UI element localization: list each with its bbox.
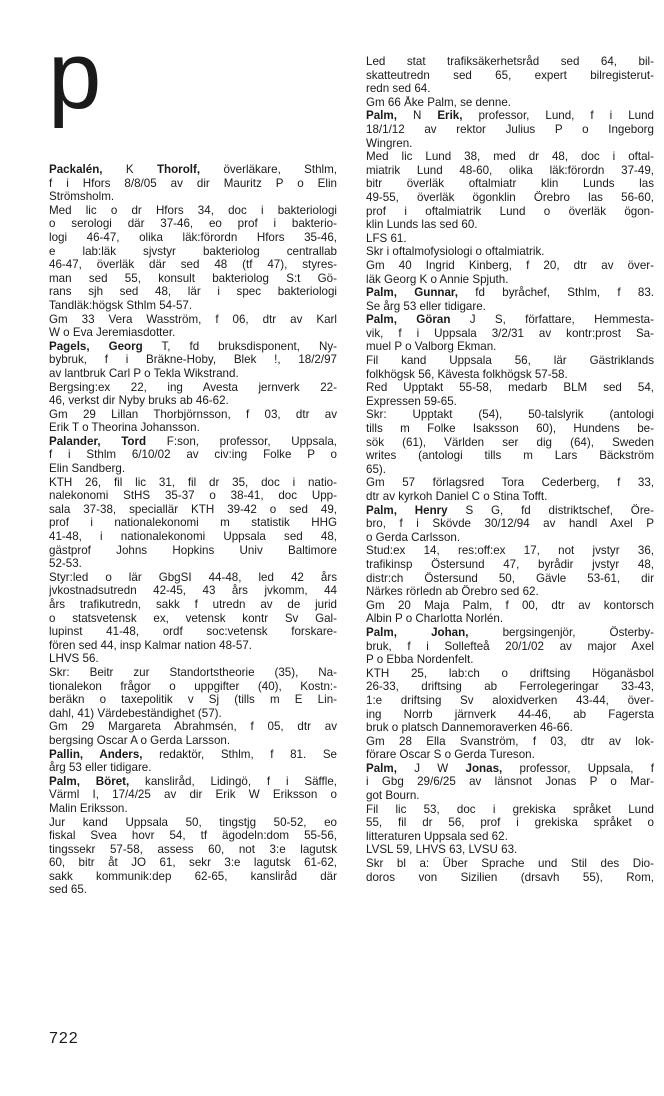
right_column-line: Wingren. [366, 136, 413, 150]
right_column-line: Gm 40 Ingrid Kinberg, f 20, dtr av över- [366, 258, 654, 272]
right_column-line: bitr överläk oftalmiatr klin Lunds las [366, 177, 654, 191]
right_column-line: Se årg 53 eller tidigare. [366, 299, 486, 313]
left_column-line: nalekonomi StHS 35-37 o 38-41, doc Upp- [49, 489, 337, 503]
right_column-line: 1:e driftsing Sv aloxidverken 43-44, över- [366, 693, 654, 707]
right_column-line: dtr av kyrkoh Daniel C o Stina Tofft. [366, 490, 548, 503]
left_column-line: Med lic o dr Hfors 34, doc i bakteriologi [49, 203, 337, 217]
left_column-line: bybruk, f i Bräkne-Hoby, Blek !, 18/2/97 [49, 353, 337, 367]
left_column-line: 46-47, överläk där sed 48 (tf 47), styres- [49, 258, 337, 272]
right_column-line: redn sed 64. [366, 82, 431, 96]
right_column-line: i Gbg 29/6/25 av länsnot Jonas P o Mar- [366, 775, 654, 789]
left_column-line: 46, verkst dir Nyby bruks ab 46-62. [49, 394, 229, 408]
right_column-line: tills m Folke Isaksson 60), Hundens be- [366, 422, 654, 436]
page-number: 722 [49, 1030, 79, 1047]
left_column-line: jvkostnadsutredn 42-45, 43 års jvkomm, 44 [49, 584, 337, 598]
right-column-entries [366, 55, 654, 884]
right_column-line: 26-33, driftsing ab Ferrolegeringar 33-43, [366, 680, 654, 694]
right_column-line: LFS 61. [366, 231, 407, 245]
left_column-line: bergsing Oscar A o Gerda Larsson. [49, 733, 231, 747]
left_column-line: Palander, Tord F:son, professor, Uppsala, [49, 434, 337, 448]
left_column-line: Jur kand Uppsala 50, tingstjg 50-52, eo [49, 815, 337, 829]
right_column-line: Palm, Gunnar, fd byråchef, Sthlm, f 83. [366, 286, 654, 300]
right_column-line: Närkes rörledn ab Örebro sed 62. [366, 585, 539, 599]
right_column-line: Fil lic 53, doc i grekiska språket Lund [366, 802, 654, 816]
right_column-line: doros von Sizilien (drsavh 55), Rom, [366, 870, 654, 884]
right_column-line: Med lic Lund 38, med dr 48, doc i oftal- [366, 150, 654, 164]
right_column-line: writes (antologi tills m Lars Bäckström [366, 449, 654, 463]
left_column-line: LHVS 56. [49, 652, 99, 666]
left_column-line: Styr:led o lär GbgSI 44-48, led 42 års [49, 570, 337, 584]
left_column-line: sed 65. [49, 883, 88, 897]
left_column-line: Pallin, Anders, redaktör, Sthlm, f 81. Se [49, 747, 337, 761]
right_column-line: Skr bl a: Über Sprache und Stil des Dio- [366, 857, 654, 871]
right_column-line: Gm 28 Ella Svanström, f 03, dtr av lok- [366, 734, 654, 748]
left_column-line: Erik T o Theorina Johansson. [49, 421, 200, 435]
right_column-line: P o Ebba Nordenfelt. [366, 653, 474, 667]
right_column-line: Expressen 59-65. [366, 394, 457, 408]
right_column-line: muel P o Valborg Ekman. [366, 340, 497, 354]
left_column-line: rans sjh sed 48, lär i spec bakteriologi [49, 285, 337, 299]
right_column-line: Palm, J W Jonas, professor, Uppsala, f [366, 761, 654, 775]
left_column-line: Skr: Beitr zur Standortstheorie (35), Na- [49, 665, 337, 679]
right_column-line: litteraturen Uppsala sed 62. [366, 829, 508, 843]
right_column-line: förare Oscar S o Gerda Tureson. [366, 748, 535, 762]
right_column-line: Palm, Henry S G, fd distriktschef, Öre- [366, 503, 654, 517]
right_column-line: ing Norrb järnverk 44-46, ab Fagersta [366, 707, 654, 721]
left_column-line: sala 37-38, speciallär KTH 39-42 o sed 49, [49, 502, 337, 516]
left_column-line: Packalén, K Thorolf, överläkare, Sthlm, [49, 163, 337, 176]
right_column-line: Albin P o Charlotta Norlén. [366, 612, 504, 626]
left_column-line: 52-53. [49, 557, 82, 571]
left_column-line: prof i nationalekonomi m statistik HHG [49, 516, 337, 530]
left_column-line: Pagels, Georg T, fd bruksdisponent, Ny- [49, 339, 337, 353]
left_column-line: tionalekon frågor o uppgifter (40), Kostn:- [49, 679, 337, 693]
right_column-line: Gm 57 förlagsred Tora Cederberg, f 33, [366, 476, 654, 490]
left_column-line: Strömsholm. [49, 190, 115, 204]
right_column-line: o Gerda Carlsson. [366, 530, 461, 544]
left_column-line: fören sed 44, insp Kalmar nation 48-57. [49, 638, 253, 652]
right_column-line: klin Lunds las sed 60. [366, 218, 478, 232]
right_column-line: prof i oftalmiatrik Lund o överläk ögon- [366, 204, 654, 218]
right_column-line: sök (61), Världen ser dig (64), Sweden [366, 435, 654, 449]
section-letter: p [48, 22, 102, 129]
left_column-line: årg 53 eller tidigare. [49, 761, 152, 775]
left_column-line: Tandläk:högsk Sthlm 54-57. [49, 298, 193, 312]
right_column-line: bro, f i Skövde 30/12/94 av handl Axel P [366, 517, 654, 531]
left_column-line: 41-48, i nationalekonomi Uppsala sed 48, [49, 530, 337, 544]
left_column-line: f i Sthlm 6/10/02 av civ:ing Folke P o [49, 448, 337, 462]
right_column-line: LVSL 59, LHVS 63, LVSU 63. [366, 843, 518, 857]
left_column-line: e lab:läk sjvstyr bakteriolog centrallab [49, 244, 337, 258]
left_column-line: f i Hfors 8/8/05 av dir Mauritz P o Elin [49, 176, 337, 190]
right_column-line: Palm, N Erik, professor, Lund, f i Lund [366, 109, 654, 123]
left_column-line: beräkn o taxepolitik v Sj (tills m E Lin- [49, 693, 337, 707]
right_column-line: skatteutredn sed 65, expert bilregisterut- [366, 68, 654, 82]
left_column-line: Bergsing:ex 22, ing Avesta jernverk 22- [49, 380, 337, 394]
left_column-line: W o Eva Jeremiasdotter. [49, 326, 176, 340]
left_column-line: o statsvetensk ex, vetensk kontr Sv Gal- [49, 611, 337, 625]
right_column-line: bruk o platsch Dannemoraverken 46-66. [366, 721, 573, 735]
left_column-line: tingssekr 57-58, assess 60, not 3:e lagutsk [49, 842, 337, 856]
right_column-line: 65). [366, 462, 386, 476]
left_column-line: Elin Sandberg. [49, 462, 126, 476]
left_column-line: fiskal Svea hovr 54, tf ägodeln:dom 55-56, [49, 829, 337, 843]
right_column-line: bruk, f i Sollefteå 20/1/02 av major Axel [366, 639, 654, 653]
left_column-line: Malin Eriksson. [49, 801, 128, 815]
left_column-line: logi 46-47, olika läk:förordn Hfors 35-46, [49, 230, 337, 244]
left_column-line: Gm 29 Lillan Thorbjörnsson, f 03, dtr av [49, 407, 337, 421]
left_column-line: av lantbruk Carl P o Tekla Wikstrand. [49, 366, 239, 380]
left_column-line: 60, bitr åt JO 61, sekr 3:e lagutsk 61-62, [49, 856, 337, 870]
left_column-line: Palm, Böret, kansliråd, Lidingö, f i Säffle, [49, 774, 337, 788]
right_column-line: got Bourn. [366, 789, 420, 803]
left_column-line: års trafikutredn, sakk f utredn av de jurid [49, 598, 337, 611]
right_column-line: 18/1/12 av rektor Julius P o Ingeborg [366, 122, 654, 136]
right_column-line: Skr: Upptakt (54), 50-talslyrik (antologi [366, 408, 654, 422]
left_column-line: Gm 33 Vera Wasström, f 06, dtr av Karl [49, 312, 337, 326]
left_column-line: Värml I, 17/4/25 av dir Erik W Eriksson o [49, 788, 337, 802]
right_column-line: Fil kand Uppsala 56, lär Gästriklands [366, 354, 654, 368]
left_column-line: dahl, 41) Värdebeständighet (57). [49, 706, 222, 720]
left_column-line: lupinst 41-48, ordf soc:vetensk forskare- [49, 625, 337, 639]
left_column-line: man sed 55, konsult bakteriolog S:t Gö- [49, 271, 337, 285]
right_column-line: Red Upptakt 55-58, medarb BLM sed 54, [366, 381, 654, 395]
left_column-line: Gm 29 Margareta Abrahmsén, f 05, dtr av [49, 720, 337, 734]
left-column-entries [49, 163, 337, 897]
right_column-line: 49-55, överläk ögonklin Örebro las 56-60, [366, 190, 654, 204]
right_column-line: folkhögsk 56, Kävesta folkhögsk 57-58. [366, 367, 568, 381]
right_column-line: Stud:ex 14, res:off:ex 17, not jvstyr 36, [366, 544, 654, 558]
right_column-line: läk Georg K o Annie Spjuth. [366, 272, 509, 286]
right_column-line: Palm, Göran J S, författare, Hemmesta- [366, 313, 654, 327]
left_column-line: o serologi där 37-46, eo prof i bakterio- [49, 217, 337, 231]
right_column-line: KTH 25, lab:ch o driftsing Höganäsbol [366, 666, 654, 680]
right_column-line: 55, fil dr 56, prof i grekiska språket o [366, 816, 654, 830]
right_column-line: Gm 66 Åke Palm, se denne. [366, 95, 511, 109]
right_column-line: Palm, Johan, bergsingenjör, Österby- [366, 625, 654, 639]
left_column-line: KTH 26, fil lic 31, fil dr 35, doc i natio- [49, 475, 337, 489]
left_column-line: sakk kommunik:dep 62-65, kanslіråd där [49, 869, 337, 883]
right-column [366, 55, 654, 884]
right_column-line: trafikinsp Östersund 47, byrådir jvstyr 48, [366, 557, 654, 571]
right_column-line: miatrik Lund 48-60, olika läk:förordn 37-49, [366, 163, 654, 177]
right_column-line: Gm 20 Maja Palm, f 00, dtr av kontorsch [366, 598, 654, 612]
right_column-line: vik, f i Uppsala 3/2/31 av kontr:prost Sa- [366, 326, 654, 340]
right_column-line: Skr i oftalmofysiologi o oftalmiatrik. [366, 245, 545, 259]
right_column-line: Led stat trafiksäkerhetsråd sed 64, bil- [366, 55, 654, 68]
right_column-line: distr:ch Östersund 50, Gävle 53-61, dir [366, 571, 654, 585]
left_column-line: gästprof Johns Hopkins Univ Baltimore [49, 543, 337, 557]
